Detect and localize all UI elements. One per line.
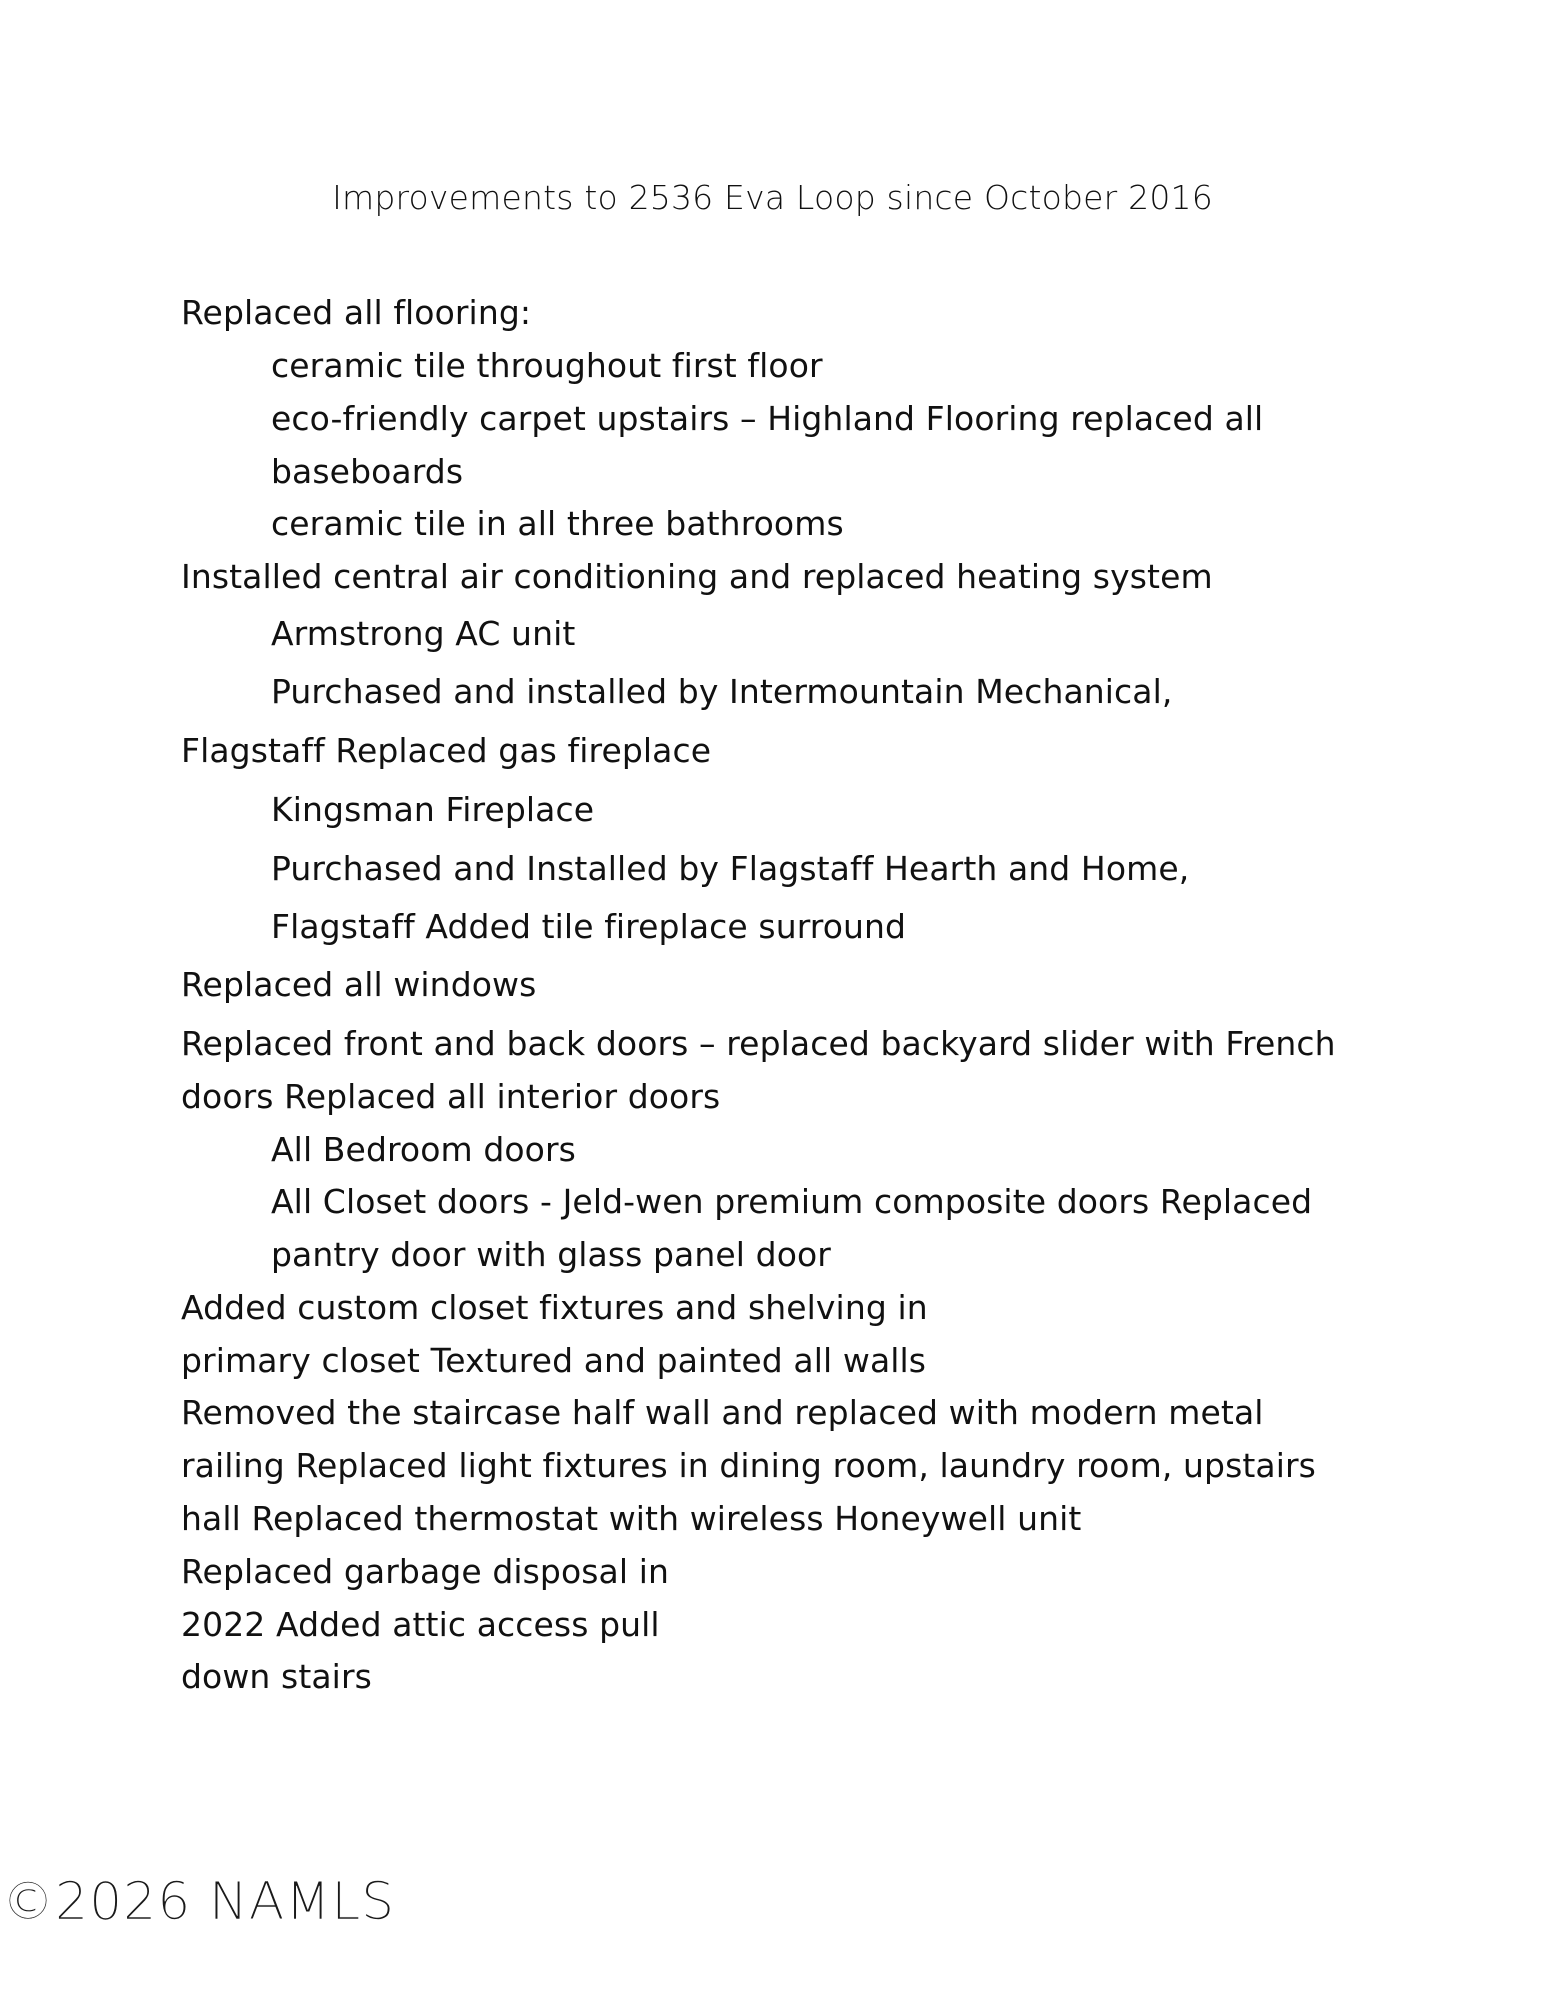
text-line: hall Replaced thermostat with wireless Honeywell unit bbox=[181, 1499, 1082, 1538]
text-line: Replaced garbage disposal in bbox=[181, 1552, 670, 1591]
text-line: Replaced all windows bbox=[181, 965, 537, 1004]
text-line: Replaced all flooring: bbox=[181, 293, 532, 332]
page-title: Improvements to 2536 Eva Loop since October 2016 bbox=[332, 178, 1213, 217]
text-line: Installed central air conditioning and replaced heating system bbox=[181, 557, 1213, 596]
text-line: Added custom closet fixtures and shelving in bbox=[181, 1288, 928, 1327]
text-line: Purchased and installed by Intermountain Mechanical, bbox=[271, 672, 1173, 711]
text-line: Kingsman Fireplace bbox=[271, 790, 595, 829]
text-line: Armstrong AC unit bbox=[271, 614, 576, 653]
text-line: baseboards bbox=[271, 452, 464, 491]
text-line: 2022 Added attic access pull bbox=[181, 1605, 660, 1644]
text-line: Removed the staircase half wall and replaced with modern metal bbox=[181, 1393, 1264, 1432]
text-line: ceramic tile in all three bathrooms bbox=[271, 504, 844, 543]
copyright-watermark: ©2026 NAMLS bbox=[2, 1872, 396, 1932]
text-line: All Closet doors - Jeld-wen premium composite doors Replaced bbox=[271, 1182, 1313, 1221]
text-line: eco-friendly carpet upstairs – Highland Flooring replaced all bbox=[271, 399, 1264, 438]
text-line: All Bedroom doors bbox=[271, 1130, 576, 1169]
text-line: primary closet Textured and painted all walls bbox=[181, 1341, 927, 1380]
text-line: ceramic tile throughout first floor bbox=[271, 346, 823, 385]
text-line: Flagstaff Replaced gas fireplace bbox=[181, 731, 712, 770]
text-line: Purchased and Installed by Flagstaff Hearth and Home, bbox=[271, 849, 1190, 888]
text-line: pantry door with glass panel door bbox=[271, 1235, 831, 1274]
text-line: railing Replaced light fixtures in dining room, laundry room, upstairs bbox=[181, 1446, 1316, 1485]
text-line: doors Replaced all interior doors bbox=[181, 1077, 721, 1116]
text-line: Replaced front and back doors – replaced backyard slider with French bbox=[181, 1024, 1336, 1063]
text-line: Flagstaff Added tile fireplace surround bbox=[271, 907, 907, 946]
text-line: down stairs bbox=[181, 1657, 372, 1696]
